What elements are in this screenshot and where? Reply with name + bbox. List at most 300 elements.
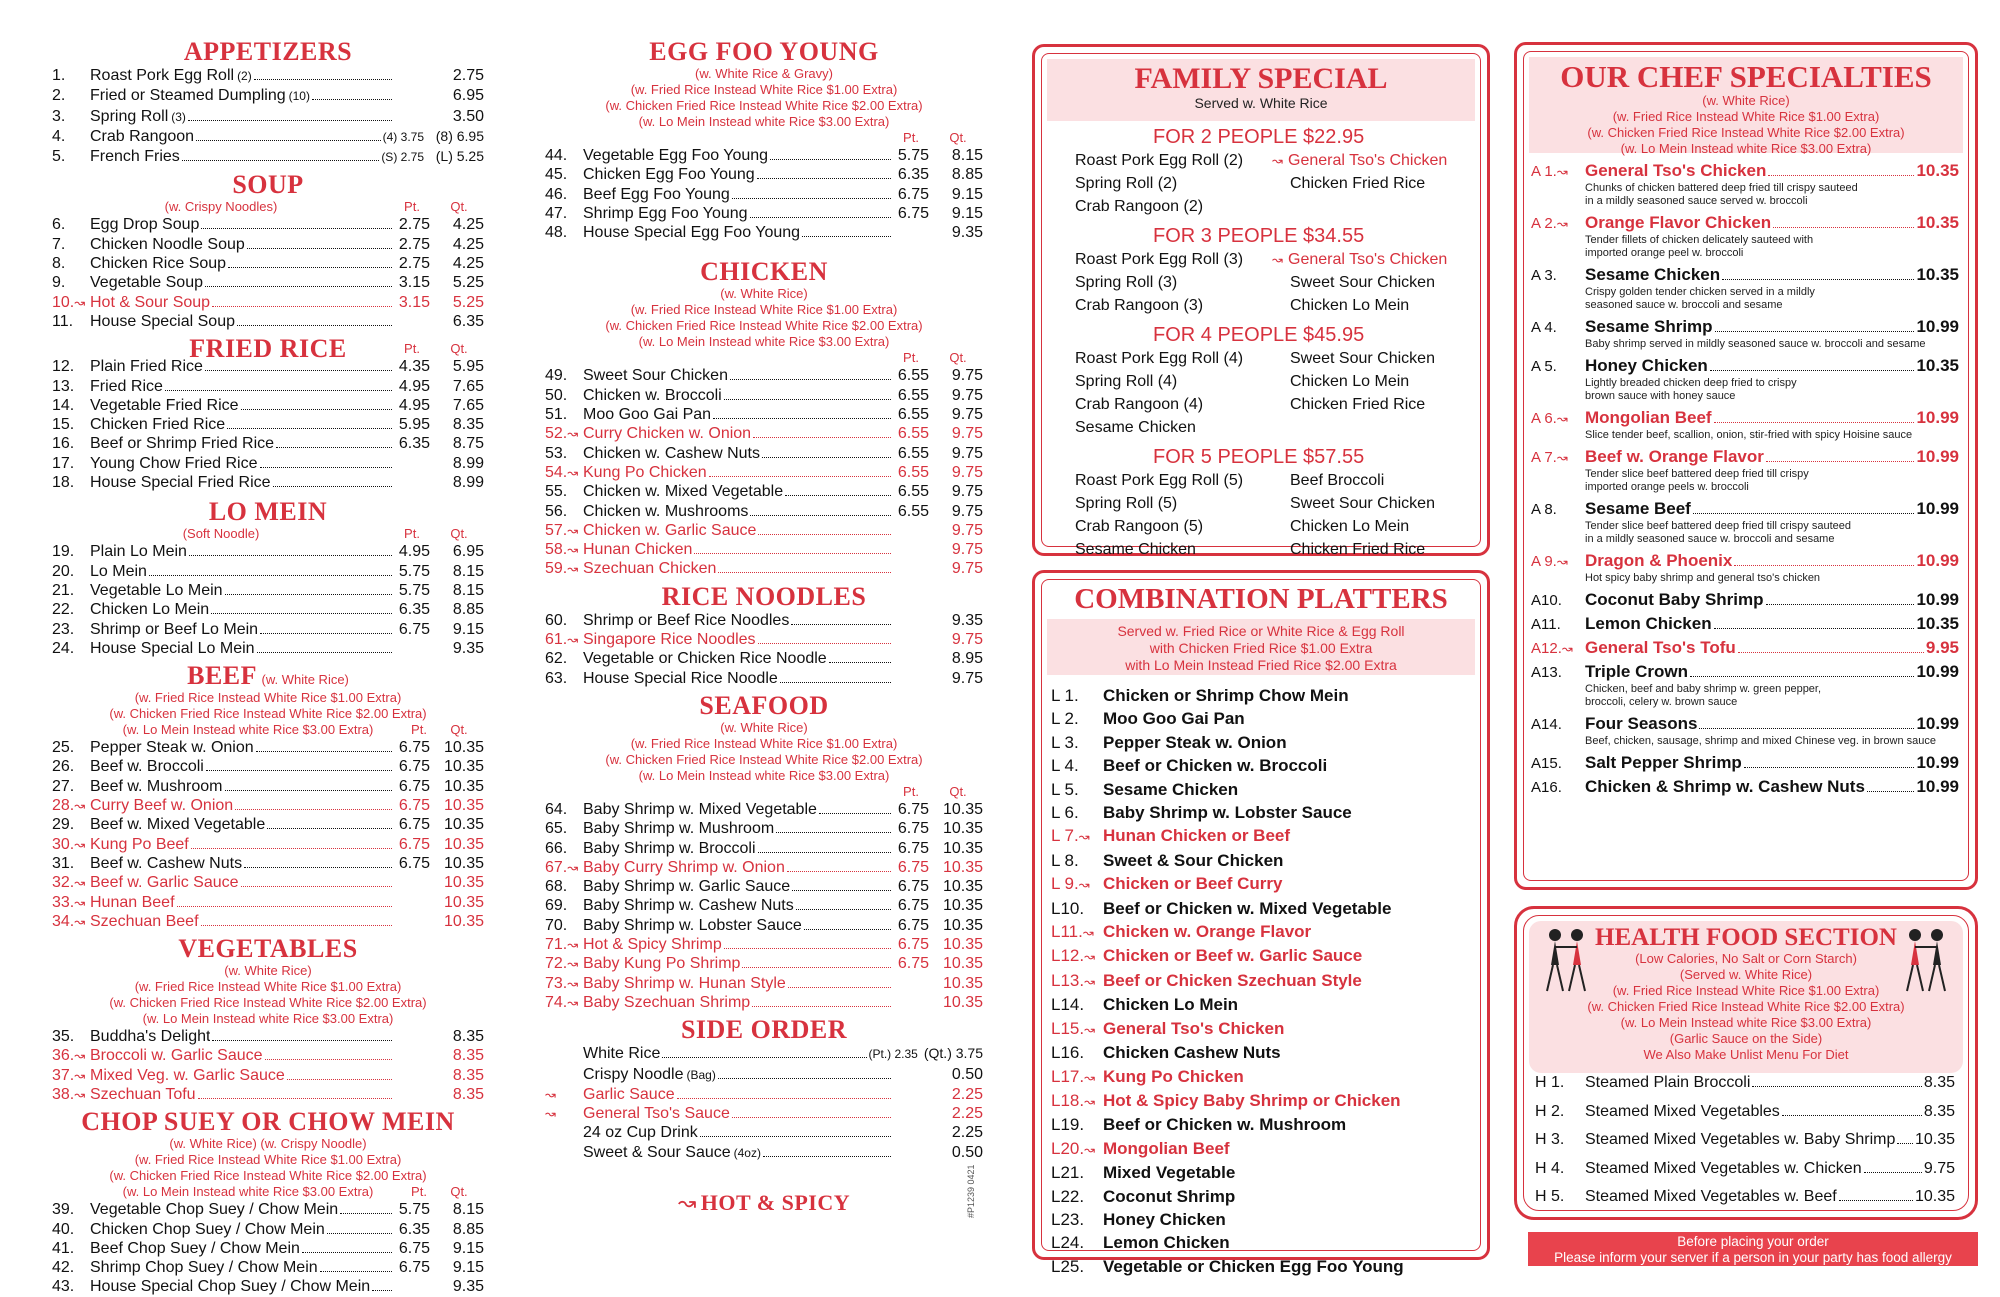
- item-number: [1051, 731, 1103, 754]
- item-price: 10.35: [1914, 1188, 1955, 1205]
- leader-dots: [792, 890, 891, 891]
- item-number-text: A14.: [1531, 716, 1562, 733]
- menu-item: [52, 1066, 484, 1085]
- price-quart: 0.50: [951, 1143, 983, 1161]
- price-quart: 10.35: [942, 897, 983, 915]
- section-subtitle: (w. Chicken Fried Rice Instead White Rice $2.00 Extra): [1587, 125, 1905, 140]
- price-quart: 5.25: [452, 274, 484, 292]
- menu-item: [52, 312, 484, 331]
- item-name: Roast Pork Egg Roll: [90, 67, 235, 84]
- item-name: Vegetable Fried Rice: [90, 396, 239, 414]
- leader-dots: [267, 828, 392, 829]
- price-quart: 10.35: [443, 816, 484, 834]
- pt-header: Pt.: [903, 350, 919, 366]
- pt-header: Pt.: [404, 199, 420, 215]
- price-pint: 6.75: [398, 797, 430, 815]
- menu-item: [52, 620, 484, 639]
- leader-dots: [796, 909, 891, 910]
- appetizers-section: [52, 38, 484, 167]
- item-number-text: 58.: [545, 541, 568, 559]
- item-number: [1531, 357, 1585, 377]
- item-price: 8.35: [1923, 1074, 1955, 1091]
- item-number-text: 36.: [52, 1047, 75, 1065]
- item-name: Sweet & Sour Sauce: [583, 1143, 731, 1161]
- menu-item: [52, 854, 484, 873]
- menu-item: [545, 935, 983, 954]
- item-number: [1531, 448, 1585, 468]
- combo-item: [1051, 849, 1477, 872]
- health-item: [1535, 1126, 1955, 1155]
- price-quart: 10.35: [443, 777, 484, 795]
- menu-item: [545, 386, 983, 405]
- combo-item: [1051, 1065, 1477, 1089]
- combo-item: [1051, 778, 1477, 801]
- qt-header: Qt.: [949, 130, 967, 145]
- family-item: [1290, 538, 1490, 561]
- item-number: H 4.: [1535, 1159, 1565, 1177]
- item-number-text: 10.: [52, 293, 75, 311]
- qt-header: Qt.: [450, 199, 468, 215]
- price-pint: 6.55: [897, 483, 929, 501]
- item-number-text: 28.: [52, 797, 75, 815]
- leader-dots: [241, 886, 392, 887]
- item-name: Sweet Sour Chicken: [583, 367, 728, 385]
- section-title: CHICKEN: [700, 257, 828, 287]
- item-number-text: 61.: [545, 631, 568, 649]
- item-number: [1531, 266, 1585, 286]
- item-list: [545, 611, 983, 688]
- leader-dots: [372, 1290, 392, 1291]
- item-name: Baby Shrimp w. Lobster Sauce: [1103, 803, 1352, 823]
- leader-dots: [819, 813, 891, 814]
- item-description: in a mildly seasoned sauce w. broccoli and sesame: [1585, 533, 1835, 545]
- hot-pepper-icon: ↝: [567, 859, 579, 875]
- leader-dots: [205, 370, 392, 371]
- item-number-text: L16.: [1051, 1043, 1085, 1063]
- price-quart: 8.15: [951, 147, 983, 164]
- item-number: 14.: [52, 396, 75, 414]
- item-number-text: L23.: [1051, 1209, 1085, 1229]
- item-list: [52, 66, 484, 167]
- hot-pepper-icon: ↝: [567, 975, 579, 991]
- price-quart: 10.35: [942, 936, 983, 954]
- item-number: 56.: [545, 502, 568, 520]
- family-item-text: Chicken Fried Rice: [1290, 541, 1426, 558]
- section-subtitle: (w. White Rice & Gravy): [695, 66, 833, 81]
- section-subtitle: (w. Crispy Noodles): [164, 199, 278, 215]
- item-name: Lo Mein: [90, 562, 147, 580]
- item-name: Vegetable or Chicken Rice Noodle: [583, 650, 827, 668]
- leader-dots: [677, 1098, 891, 1099]
- item-number: 68.: [545, 878, 568, 896]
- item-price: 10.99: [1916, 499, 1959, 518]
- leader-dots: [177, 906, 392, 907]
- leader-dots: [757, 178, 891, 179]
- menu-item: [52, 86, 484, 106]
- menu-item: [52, 1046, 484, 1065]
- menu-item: [52, 377, 484, 396]
- menu-item: [545, 630, 983, 649]
- item-price: 10.35: [1916, 356, 1959, 375]
- item-name: Vegetable or Chicken Egg Foo Young: [1103, 1256, 1404, 1276]
- item-number: [1051, 1089, 1103, 1113]
- item-name: Shrimp or Beef Lo Mein: [90, 620, 259, 638]
- size-header: [52, 1184, 484, 1200]
- hot-pepper-icon: ↝: [1084, 1093, 1095, 1109]
- price-quart: (L) 5.25: [435, 148, 484, 165]
- item-number: [545, 954, 583, 973]
- section-subtitle: (w. Chicken Fried Rice Instead White Rice $2.00 Extra): [109, 995, 427, 1011]
- price-quart: 9.75: [951, 631, 983, 649]
- section-subtitle: Served w. Fried Rice or White Rice & Egg Roll: [1117, 623, 1405, 639]
- leader-dots: [1839, 1200, 1913, 1201]
- item-number: 29.: [52, 816, 75, 834]
- item-number: [52, 293, 90, 312]
- combo-item: [1051, 731, 1477, 754]
- item-number: 23.: [52, 620, 75, 638]
- family-item-text: Sweet Sour Chicken: [1290, 495, 1435, 512]
- price-pint: 6.75: [398, 1259, 430, 1277]
- price-pint: 6.75: [398, 739, 430, 757]
- item-list: [1535, 1069, 1955, 1212]
- leader-dots: [257, 652, 392, 653]
- price-pint: 6.35: [398, 1220, 430, 1238]
- item-name: Curry Beef w. Onion: [90, 797, 234, 815]
- pt-header: Pt.: [903, 783, 919, 799]
- price-quart: 9.35: [452, 639, 484, 657]
- price-quart: 10.35: [942, 955, 983, 973]
- item-name: General Tso's Chicken: [1585, 161, 1767, 180]
- family-group-heading: FOR 2 PEOPLE $22.95: [1153, 126, 1365, 148]
- menu-item: [545, 800, 983, 819]
- leader-dots: [750, 217, 891, 218]
- item-number: [52, 1085, 90, 1104]
- price-pint: 6.75: [897, 955, 929, 973]
- menu-item: [52, 796, 484, 815]
- price-pint: 6.35: [398, 435, 430, 453]
- menu-item: [52, 293, 484, 312]
- item-name: Hot & Spicy Baby Shrimp or Chicken: [1103, 1090, 1401, 1110]
- item-name: Shrimp Chop Suey / Chow Mein: [90, 1259, 318, 1277]
- item-price: 8.35: [1923, 1102, 1955, 1120]
- item-number-text: L14.: [1051, 995, 1085, 1015]
- pt-header: Pt.: [404, 526, 420, 542]
- item-number-text: 71.: [545, 936, 568, 954]
- item-name: Steamed Mixed Vegetables w. Beef: [1585, 1188, 1837, 1205]
- item-note: (4oz): [733, 1145, 761, 1160]
- item-list: [52, 215, 484, 331]
- leader-dots: [1897, 1143, 1913, 1144]
- menu-item: [545, 146, 983, 165]
- price-quart: 8.35: [452, 1066, 484, 1084]
- pt-header: Pt.: [404, 341, 420, 357]
- item-name: Coconut Shrimp: [1103, 1186, 1236, 1206]
- item-number: [545, 1085, 583, 1104]
- price-quart: 10.35: [942, 993, 983, 1011]
- family-item: [1290, 347, 1490, 370]
- menu-item: [52, 473, 484, 492]
- item-number: [545, 540, 583, 559]
- item-number: [1051, 707, 1103, 730]
- price-pint: 6.75: [398, 816, 430, 834]
- chef-item-row: [1531, 161, 1959, 182]
- item-number: 63.: [545, 669, 568, 687]
- section-subtitle: Served w. White Rice: [1194, 95, 1328, 111]
- item-name: Beef Egg Foo Young: [583, 185, 730, 203]
- item-name: Honey Chicken: [1585, 356, 1708, 375]
- item-name: Kung Po Beef: [90, 835, 189, 853]
- qt-header: Qt.: [450, 1184, 468, 1200]
- price-quart: 7.65: [452, 377, 484, 395]
- price-pint: 6.55: [897, 444, 929, 462]
- family-item: Crab Rangoon (3): [1075, 297, 1204, 314]
- family-item: Roast Pork Egg Roll (2): [1075, 152, 1244, 169]
- item-name: Vegetable Chop Suey / Chow Mein: [90, 1201, 339, 1219]
- section-subtitle: We Also Make Unlist Menu For Diet: [1643, 1047, 1849, 1062]
- family-group: [1035, 445, 1487, 561]
- item-note: (Bag): [686, 1067, 716, 1082]
- item-number: [1051, 944, 1103, 968]
- item-number: [545, 521, 583, 540]
- menu-item: [52, 542, 484, 561]
- item-name: Szechuan Chicken: [583, 560, 717, 578]
- family-item: [1290, 469, 1490, 492]
- leader-dots: [750, 515, 891, 516]
- health-food-box: [1514, 906, 1978, 1220]
- family-group: [1035, 125, 1487, 218]
- hot-pepper-icon: ↝: [1556, 554, 1568, 569]
- item-name: Steamed Mixed Vegetables w. Chicken: [1585, 1159, 1862, 1177]
- section-subtitle: with Chicken Fried Rice $1.00 Extra: [1149, 640, 1373, 656]
- item-number: [1051, 1137, 1103, 1161]
- item-number-text: A 4.: [1531, 319, 1557, 336]
- item-name: Hunan Chicken or Beef: [1103, 826, 1291, 846]
- qt-header: Qt.: [949, 783, 967, 799]
- leader-dots: [1714, 628, 1915, 629]
- item-note: (3): [171, 109, 186, 124]
- item-name: Steamed Mixed Vegetables w. Baby Shrimp: [1585, 1131, 1896, 1148]
- qt-header: Qt.: [450, 722, 468, 738]
- price-quart: 10.35: [942, 858, 983, 876]
- item-name: Szechuan Tofu: [90, 1085, 196, 1103]
- price-pint: 6.75: [398, 854, 430, 872]
- family-item: [1290, 393, 1490, 416]
- item-name: Chicken Lo Mein: [90, 601, 210, 619]
- hot-pepper-icon: ↝: [74, 836, 86, 852]
- hot-pepper-icon: ↝: [1561, 641, 1573, 656]
- item-number: 70.: [545, 916, 568, 934]
- chef-header: [1529, 57, 1963, 156]
- leader-dots: [273, 486, 392, 487]
- item-number: 13.: [52, 377, 75, 395]
- item-name: Beef or Chicken Szechuan Style: [1103, 970, 1362, 990]
- menu-item: [545, 502, 983, 521]
- price-pint: 4.35: [398, 358, 430, 376]
- menu-item: [52, 815, 484, 834]
- family-item-text: Chicken Lo Mein: [1290, 518, 1410, 535]
- menu-item: [545, 669, 983, 688]
- leader-dots: [752, 1006, 891, 1007]
- price-quart: 3.50: [452, 107, 484, 125]
- leader-dots: [1782, 1115, 1922, 1116]
- menu-item: [52, 107, 484, 127]
- item-name: Chicken & Shrimp w. Cashew Nuts: [1585, 777, 1865, 796]
- menu-item: [52, 777, 484, 796]
- price-quart: (Qt.) 3.75: [923, 1045, 983, 1062]
- family-item: [1272, 248, 1490, 271]
- item-number: [545, 559, 583, 578]
- item-name: Moo Goo Gai Pan: [583, 406, 712, 424]
- family-item: Spring Roll (2): [1075, 175, 1178, 192]
- chef-item: [1531, 447, 1959, 494]
- menu-item: [545, 611, 983, 630]
- item-number: [52, 796, 90, 815]
- combo-item: [1051, 897, 1477, 920]
- item-number-text: L 9.: [1051, 874, 1079, 894]
- price-quart: 9.75: [951, 444, 983, 462]
- item-description: Baby shrimp served in mildly seasoned sauce w. broccoli and sesame: [1585, 338, 1926, 350]
- leader-dots: [753, 437, 891, 438]
- item-list: [545, 366, 983, 578]
- menu-item: [52, 1239, 484, 1258]
- family-group-heading: FOR 5 PEOPLE $57.55: [1153, 446, 1365, 468]
- item-name: Egg Drop Soup: [90, 216, 200, 234]
- item-number-text: L20.: [1051, 1138, 1085, 1158]
- section-subtitle: (w. Lo Mein Instead white Rice $3.00 Extra): [122, 1184, 374, 1200]
- leader-dots: [732, 198, 891, 199]
- price-quart: 6.95: [452, 543, 484, 561]
- family-group-items: [1035, 248, 1487, 317]
- chef-item-row: [1531, 499, 1959, 520]
- price-quart: 4.25: [452, 216, 484, 234]
- item-name: Baby Szechuan Shrimp: [583, 993, 751, 1011]
- section-title: SEAFOOD: [699, 690, 829, 720]
- price-quart: 8.15: [452, 581, 484, 599]
- item-name: Chicken or Shrimp Chow Mein: [1103, 686, 1349, 705]
- item-description: broccoli, celery w. brown sauce: [1585, 696, 1738, 708]
- chef-item: [1531, 356, 1959, 403]
- item-name: Chicken w. Cashew Nuts: [583, 444, 760, 462]
- price-quart: 9.15: [452, 1259, 484, 1277]
- chef-item: [1531, 753, 1959, 774]
- item-note: (10): [288, 89, 310, 104]
- section-subtitle: (w. Fried Rice Instead White Rice $1.00 Extra): [134, 979, 402, 995]
- item-number-text: L15.: [1051, 1018, 1085, 1038]
- item-number-text: L18.: [1051, 1090, 1085, 1110]
- item-name: Shrimp or Beef Rice Noodles: [583, 611, 790, 629]
- item-name: Mixed Veg. w. Garlic Sauce: [90, 1066, 285, 1084]
- menu-item: [545, 916, 983, 935]
- menu-item: [545, 521, 983, 540]
- item-number: [1531, 214, 1585, 234]
- item-number: 12.: [52, 358, 75, 376]
- item-price: 9.95: [1925, 638, 1959, 657]
- section-title: APPETIZERS: [183, 37, 353, 66]
- chef-item-row: [1531, 213, 1959, 234]
- section-subtitle: (w. Fried Rice Instead White Rice $1.00 Extra): [630, 302, 898, 318]
- price-quart: 10.35: [443, 912, 484, 930]
- section-subtitle: (w. Fried Rice Instead White Rice $1.00 Extra): [134, 690, 402, 706]
- leader-dots: [758, 852, 891, 853]
- item-price: 10.35: [1916, 614, 1959, 633]
- price-quart: 2.25: [951, 1085, 983, 1103]
- hot-pepper-icon: ↝: [1084, 1021, 1095, 1037]
- item-name: Beef w. Mushroom: [90, 777, 223, 795]
- leader-dots: [1693, 513, 1915, 514]
- pt-header: Pt.: [411, 1184, 427, 1200]
- item-name: Beef w. Orange Flavor: [1585, 447, 1764, 466]
- item-price: 9.75: [1923, 1159, 1955, 1177]
- item-number: 5.: [52, 148, 66, 166]
- item-name: Honey Chicken: [1103, 1209, 1226, 1229]
- menu-item: [545, 896, 983, 915]
- price-quart: 8.99: [452, 454, 484, 472]
- price-quart: 10.35: [942, 800, 983, 818]
- item-number-text: 33.: [52, 893, 75, 911]
- item-number: [1051, 684, 1103, 707]
- combo-item: [1051, 1161, 1477, 1184]
- item-description: brown sauce with honey sauce: [1585, 390, 1736, 402]
- item-number: 25.: [52, 739, 75, 757]
- family-item-text: Beef Broccoli: [1290, 472, 1385, 489]
- item-name: Vegetable Egg Foo Young: [583, 147, 769, 164]
- item-number: [545, 974, 583, 993]
- combo-item: [1051, 824, 1477, 848]
- menu-column-1: [52, 38, 484, 1297]
- menu-item: [545, 1104, 983, 1123]
- menu-item: [52, 1200, 484, 1219]
- item-number: 2.: [52, 87, 66, 105]
- leader-dots: [1766, 461, 1915, 462]
- item-list: [52, 357, 484, 492]
- menu-item: [52, 235, 484, 254]
- item-name: Hot & Sour Soup: [90, 293, 211, 311]
- price-quart: 10.35: [443, 797, 484, 815]
- lo-mein-section: [52, 498, 484, 658]
- item-number: H 5.: [1535, 1188, 1565, 1205]
- menu-item: [545, 974, 983, 993]
- chef-item: [1531, 408, 1959, 442]
- item-number-text: L 6.: [1051, 803, 1079, 823]
- item-number: [52, 1066, 90, 1085]
- menu-item: [52, 1027, 484, 1046]
- qt-header: Qt.: [450, 341, 468, 357]
- leader-dots: [785, 495, 891, 496]
- item-number: [1051, 1231, 1103, 1254]
- price-pint: 4.95: [398, 377, 430, 395]
- price-quart: 9.75: [951, 463, 983, 481]
- price-pint: 5.95: [398, 416, 430, 434]
- item-name: Sesame Beef: [1585, 499, 1691, 518]
- item-list: [52, 542, 484, 658]
- family-item: Spring Roll (3): [1075, 274, 1178, 291]
- dancers-left-icon: [1535, 925, 1597, 995]
- price-quart: 0.50: [951, 1065, 983, 1083]
- item-number: 64.: [545, 800, 568, 818]
- menu-item: [545, 1044, 983, 1064]
- item-name: Baby Shrimp w. Garlic Sauce: [583, 878, 791, 896]
- chef-item-row: [1531, 777, 1959, 798]
- item-number: 15.: [52, 416, 75, 434]
- section-subtitle: (w. Fried Rice Instead White Rice $1.00 Extra): [630, 735, 898, 751]
- price-pint: (S) 2.75: [381, 150, 424, 165]
- item-number: 21.: [52, 581, 75, 599]
- item-number-text: A 7.: [1531, 449, 1557, 466]
- family-group-heading: FOR 4 PEOPLE $45.95: [1153, 324, 1365, 346]
- item-name: Szechuan Beef: [90, 912, 199, 930]
- leader-dots: [320, 1271, 392, 1272]
- menu-item: [52, 600, 484, 619]
